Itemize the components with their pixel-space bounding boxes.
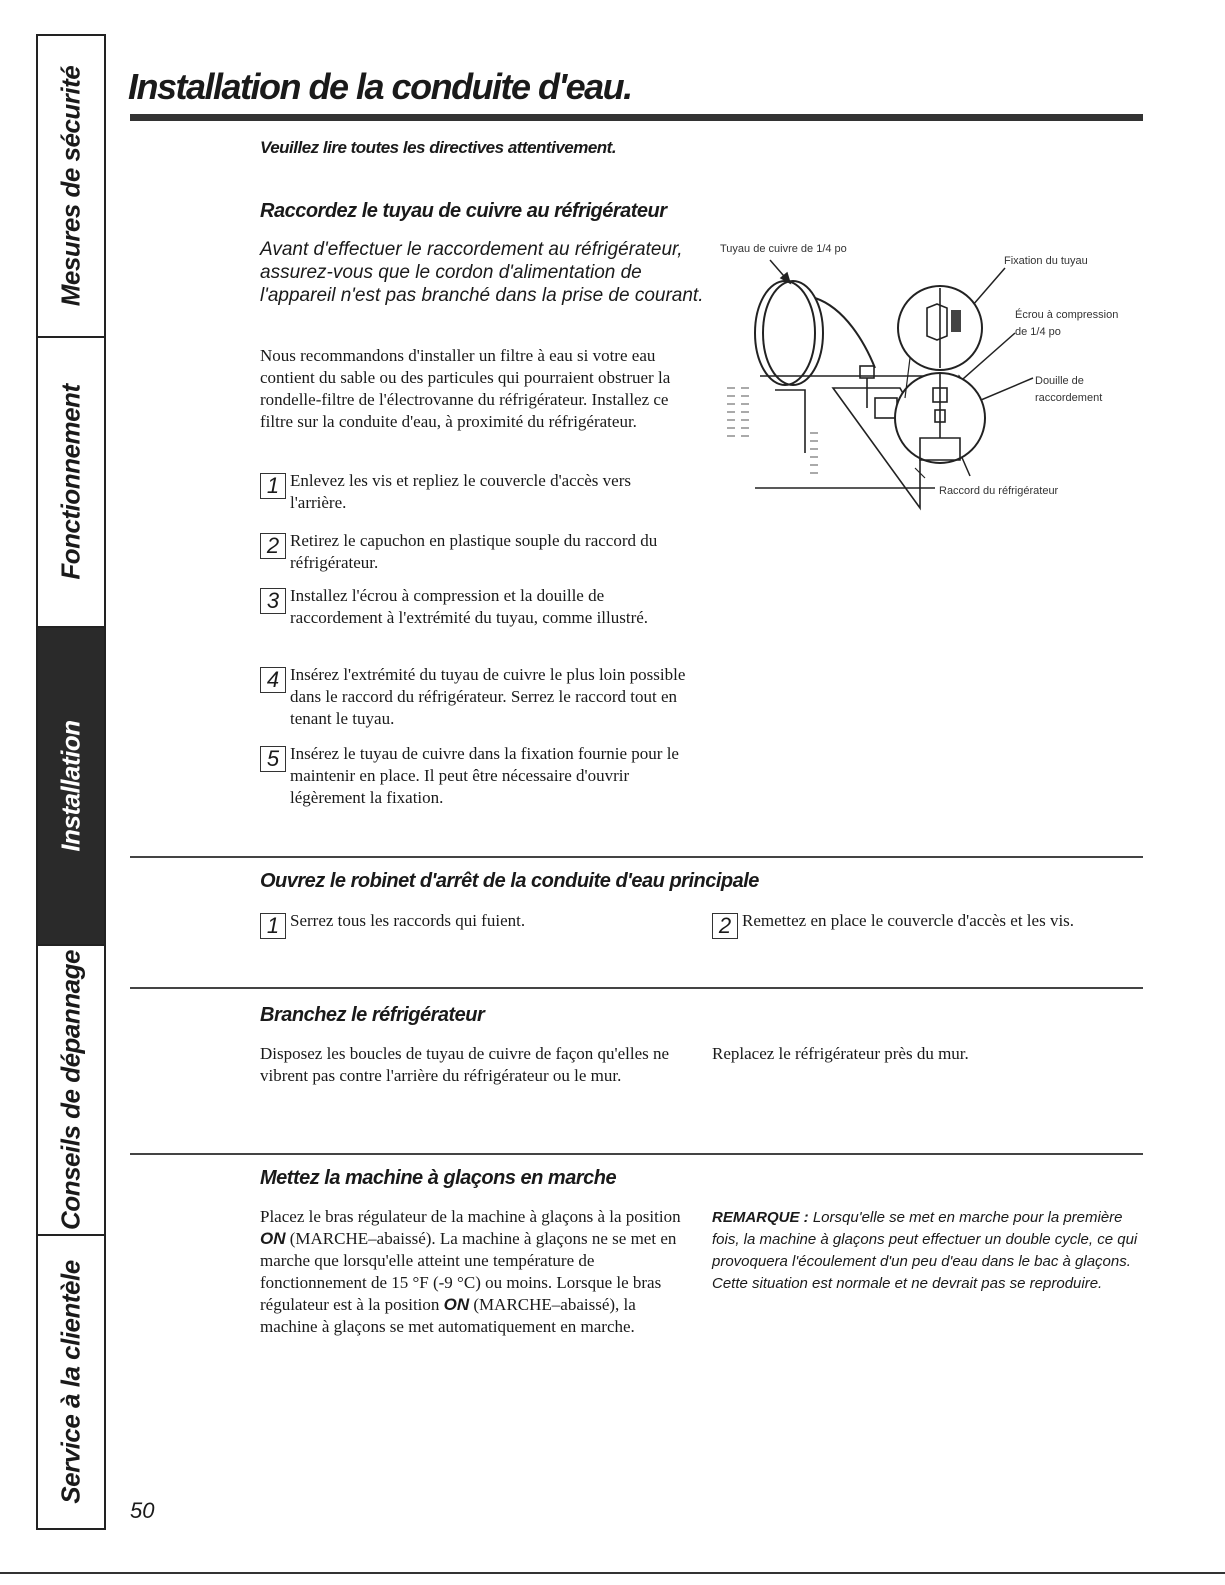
- section2-heading: Ouvrez le robinet d'arrêt de la conduite d'eau principale: [260, 870, 759, 892]
- title-rule: [130, 114, 1143, 121]
- step-text: Installez l'écrou à compression et la douille de raccordement à l'extrémité du tuyau, comme illustré.: [290, 586, 649, 627]
- intro-text: Veuillez lire toutes les directives attentivement.: [260, 138, 617, 157]
- label-fitting: Raccord du réfrigérateur: [939, 485, 1059, 497]
- tab-fonctionnement[interactable]: [38, 338, 104, 628]
- step-text: Enlevez les vis et repliez le couvercle d'accès vers l'arrière.: [290, 471, 631, 512]
- step-number-icon: 2: [260, 533, 286, 559]
- tab-label: Service à la clientèle: [55, 1260, 86, 1504]
- page-number: 50: [130, 1498, 155, 1523]
- step-4: [260, 664, 690, 730]
- section-sidebar: [36, 34, 106, 1530]
- tab-label: Conseils de dépannage: [55, 950, 86, 1230]
- tab-service-a-la-clientele[interactable]: [38, 1236, 104, 1528]
- section-divider: [130, 1153, 1143, 1155]
- label-sleeve-2: raccordement: [1035, 392, 1103, 404]
- section3-right: Replacez le réfrigérateur près du mur.: [712, 1044, 969, 1063]
- step-2: [712, 910, 1075, 938]
- section3-left: Disposez les boucles de tuyau de cuivre de façon qu'elles ne vibrent pas contre l'arrière du réfrigérateur ou le mur.: [260, 1044, 670, 1085]
- tab-mesures-de-securite[interactable]: [38, 36, 104, 338]
- step-text: Remettez en place le couvercle d'accès et les vis.: [742, 911, 1075, 930]
- text-run: (MARCHE–abaissé). La machine à glaçons ne se met en marche que lorsqu'elle atteint une température de fonctionnement de 15 °F (-9 °C) ou moins. Lorsque le bras régulateur est à la position: [260, 1229, 677, 1314]
- step-1: [260, 470, 690, 514]
- tab-conseils-de-depannage[interactable]: [38, 946, 104, 1236]
- tab-label: Fonctionnement: [55, 384, 86, 580]
- step-text: Insérez l'extrémité du tuyau de cuivre le plus loin possible dans le raccord du réfrigérateur. Serrez le raccord tout en tenant le tuyau.: [290, 665, 686, 728]
- section3-heading: Branchez le réfrigérateur: [260, 1004, 485, 1026]
- step-2: [260, 530, 690, 574]
- step-text: Retirez le capuchon en plastique souple du raccord du réfrigérateur.: [290, 531, 658, 572]
- section1-heading: Raccordez le tuyau de cuivre au réfrigérateur: [260, 200, 667, 222]
- step-number-icon: 3: [260, 588, 286, 614]
- label-nut-1: Écrou à compression: [1015, 309, 1119, 321]
- section1-paragraph: Nous recommandons d'installer un filtre à eau si votre eau contient du sable ou des particules qui pourraient obstruer la rondelle-filtre de l'électrovanne du réfrigérateur. Installez ce filtre sur la conduite d'eau, à proximité du réfrigérateur.: [260, 346, 671, 431]
- label-sleeve-1: Douille de: [1035, 375, 1084, 387]
- on-label: ON: [443, 1295, 470, 1314]
- section4-heading: Mettez la machine à glaçons en marche: [260, 1167, 617, 1189]
- step-number-icon: 1: [260, 913, 286, 939]
- water-line-diagram: [715, 238, 1140, 518]
- step-text: Serrez tous les raccords qui fuient.: [290, 911, 526, 930]
- step-number-icon: 1: [260, 473, 286, 499]
- on-label: ON: [260, 1229, 286, 1248]
- text-run: Placez le bras régulateur de la machine à glaçons à la position: [260, 1207, 681, 1226]
- label-tube: Tuyau de cuivre de 1/4 po: [720, 243, 847, 255]
- step-5: [260, 743, 690, 809]
- label-clamp: Fixation du tuyau: [1004, 255, 1088, 267]
- note-label: REMARQUE :: [712, 1209, 809, 1226]
- section4-note: [712, 1207, 1142, 1295]
- tab-installation[interactable]: [38, 628, 104, 946]
- label-nut-2: de 1/4 po: [1015, 326, 1061, 338]
- step-3: [260, 585, 690, 629]
- step-number-icon: 2: [712, 913, 738, 939]
- section1-warning: Avant d'effectuer le raccordement au réfrigérateur, assurez-vous que le cordon d'alimentation de l'appareil n'est pas branché dans la prise de courant.: [260, 239, 704, 306]
- page-title: Installation de la conduite d'eau.: [128, 66, 632, 107]
- bottom-rule: [0, 1572, 1225, 1574]
- section-divider: [130, 987, 1143, 989]
- section4-paragraph: [260, 1206, 685, 1338]
- note-text: Lorsqu'elle se met en marche pour la première fois, la machine à glaçons peut effectuer un double cycle, ce qui provoquera l'écoulement d'un peu d'eau dans le bac à glaçons. Cette situation est normale et ne devrait pas se reproduire.: [712, 1209, 1138, 1292]
- text-run: (MARCHE–abaissé), la machine à glaçons se met automatiquement en marche.: [260, 1295, 636, 1336]
- step-1: [260, 910, 526, 938]
- step-number-icon: 4: [260, 667, 286, 693]
- tab-label: Installation: [55, 720, 86, 852]
- tab-label: Mesures de sécurité: [55, 65, 86, 307]
- section-divider: [130, 856, 1143, 858]
- step-number-icon: 5: [260, 746, 286, 772]
- step-text: Insérez le tuyau de cuivre dans la fixation fournie pour le maintenir en place. Il peut être nécessaire d'ouvrir légèrement la fixation.: [290, 744, 679, 807]
